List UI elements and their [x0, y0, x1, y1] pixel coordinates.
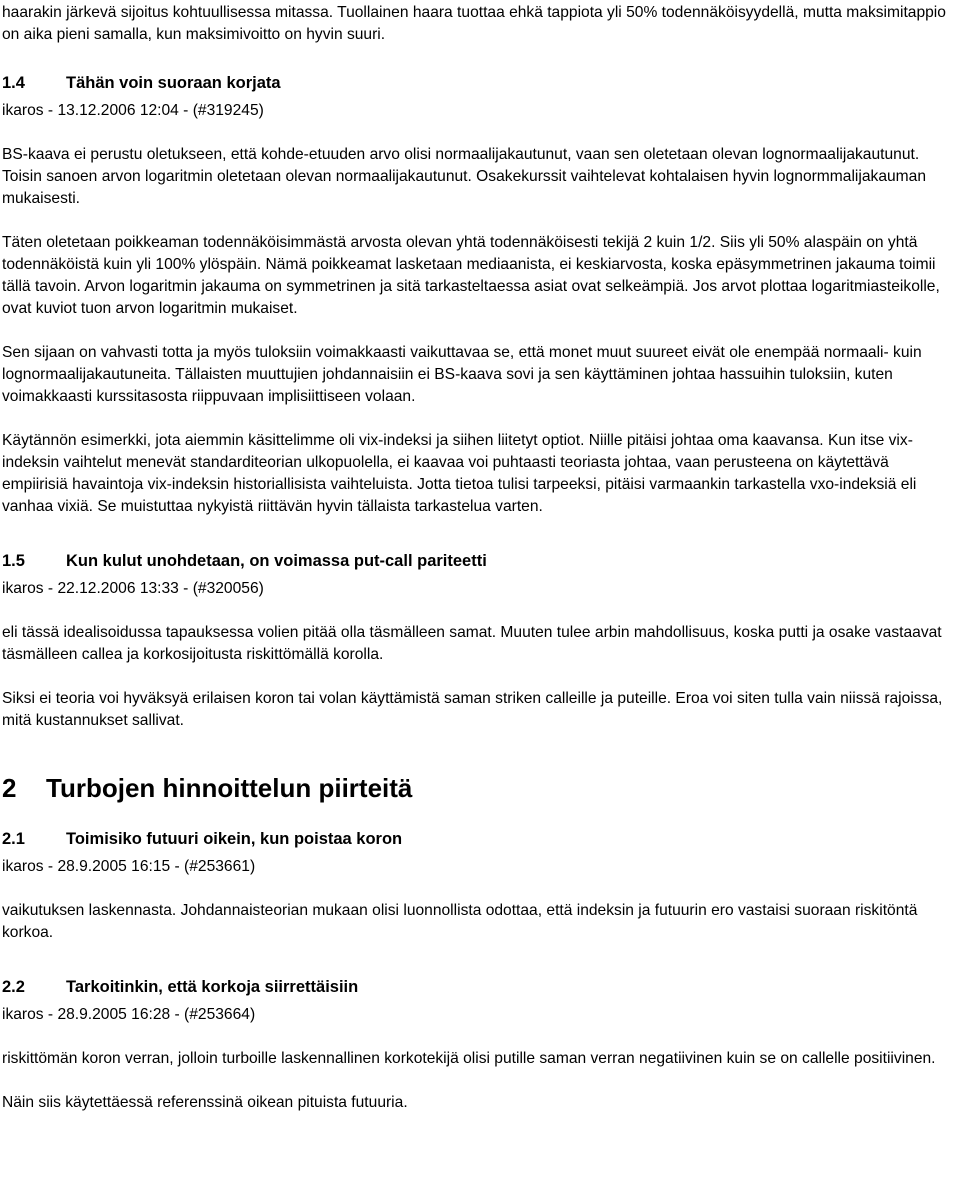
section-number: 1.5: [2, 552, 25, 570]
post-meta: ikaros - 28.9.2005 16:28 - (#253664): [2, 1006, 256, 1023]
paragraph: Siksi ei teoria voi hyväksyä erilaisen koron tai volan käyttämistä saman striken calleille ja puteille. Eroa voi siten tulla vain niissä rajoissa, mitä kustannukset sallivat.: [2, 690, 943, 729]
chapter-title: Turbojen hinnoittelun piirteitä: [46, 773, 413, 803]
paragraph: Näin siis käytettäessä referenssinä oikean pituista futuuria.: [2, 1094, 408, 1111]
section-number: 2.1: [2, 830, 25, 848]
chapter-2-heading: [2, 772, 954, 804]
post-meta: ikaros - 28.9.2005 16:15 - (#253661): [2, 858, 256, 875]
paragraph: Täten oletetaan poikkeaman todennäköisimmästä arvosta olevan yhtä todennäköisesti tekijä 2 kuin 1/2. Siis yli 50% alaspäin on yhtä todennäköistä kuin yli 100% ylöspäin. Nämä poikkeamat lasketaan mediaanista, ei keskiarvosta, koska epäsymmetrinen jakauma toimii tällä tavoin. Arvon logaritmin jakauma on symmetrinen ja sitä tarkasteltaessa asiat ovat selkeämpiä. Jos arvot plottaa logaritmiasteikolle, ovat kuviot tuon arvon logaritmin mukaiset.: [2, 234, 940, 317]
post-meta: ikaros - 22.12.2006 13:33 - (#320056): [2, 580, 264, 597]
paragraph: riskittömän koron verran, jolloin turboille laskennallinen korkotekijä olisi putille saman verran negatiivinen kuin se on callelle positiivinen.: [2, 1050, 936, 1067]
section-number: 1.4: [2, 74, 25, 92]
paragraph: eli tässä idealisoidussa tapauksessa volien pitää olla täsmälleen samat. Muuten tulee arbin mahdollisuus, koska putti ja osake vastaavat täsmälleen callea ja korkosijoitusta riskittömällä korolla.: [2, 624, 942, 663]
paragraph: Sen sijaan on vahvasti totta ja myös tuloksiin voimakkaasti vaikuttavaa se, että monet muut suureet eivät ole enempää normaali- kuin lognormaalijakautuneita. Tällaisten muuttujien johdannaisiin ei BS-kaava sovi ja sen käyttäminen johtaa hassuihin tuloksiin, kuten voimakkaasti kurssitasosta riippuvaan implisiittiseen volaan.: [2, 344, 922, 405]
section-title: Tähän voin suoraan korjata: [66, 74, 281, 92]
intro-paragraph: haarakin järkevä sijoitus kohtuullisessa mitassa. Tuollainen haara tuottaa ehkä tappiota yli 50% todennäköisyydellä, mutta maksimitappio on aika pieni samalla, kun maksimivoitto on hyvin suuri.: [2, 4, 946, 43]
post-meta: ikaros - 13.12.2006 12:04 - (#319245): [2, 102, 264, 119]
document-page: [0, 2, 960, 1196]
paragraph: vaikutuksen laskennasta. Johdannaisteorian mukaan olisi luonnollista odottaa, että indeksin ja futuurin ero vastaisi suoraan riskitöntä korkoa.: [2, 902, 918, 941]
section-2-2-heading: [2, 976, 954, 998]
section-1-5-heading: [2, 550, 954, 572]
paragraph: BS-kaava ei perustu oletukseen, että kohde-etuuden arvo olisi normaalijakautunut, vaan sen oletetaan olevan lognormaalijakautunut. Toisin sanoen arvon logaritmin oletetaan olevan normaalijakautunut. Osakekurssit vaihtelevat kohtalaisen hyvin lognormmalijakauman mukaisesti.: [2, 146, 927, 207]
section-title: Toimisiko futuuri oikein, kun poistaa koron: [66, 830, 403, 848]
paragraph: Käytännön esimerkki, jota aiemmin käsittelimme oli vix-indeksi ja siihen liitetyt optiot. Niille pitäisi johtaa oma kaavansa. Kun itse vix-indeksin vaihtelut menevät standarditeorian ulkopuolella, ei kaavaa voi puhtaasti teoriasta johtaa, vaan perusteena on käytettävä empiirisiä havaintoja vix-indeksin historiallisista vaihteluista. Jotta tietoa tulisi tarpeeksi, pitäisi varmaankin tarkastella vxo-indeksiä eli vanhaa vixiä. Se muistuttaa nykyistä riittävän hyvin tällaista tarkastelua varten.: [2, 432, 917, 515]
section-2-1-heading: [2, 828, 954, 850]
section-title: Kun kulut unohdetaan, on voimassa put-call pariteetti: [66, 552, 487, 570]
section-number: 2.2: [2, 978, 25, 996]
section-title: Tarkoitinkin, että korkoja siirrettäisiin: [66, 978, 359, 996]
chapter-number: 2: [2, 773, 17, 803]
section-1-4-heading: [2, 72, 954, 94]
